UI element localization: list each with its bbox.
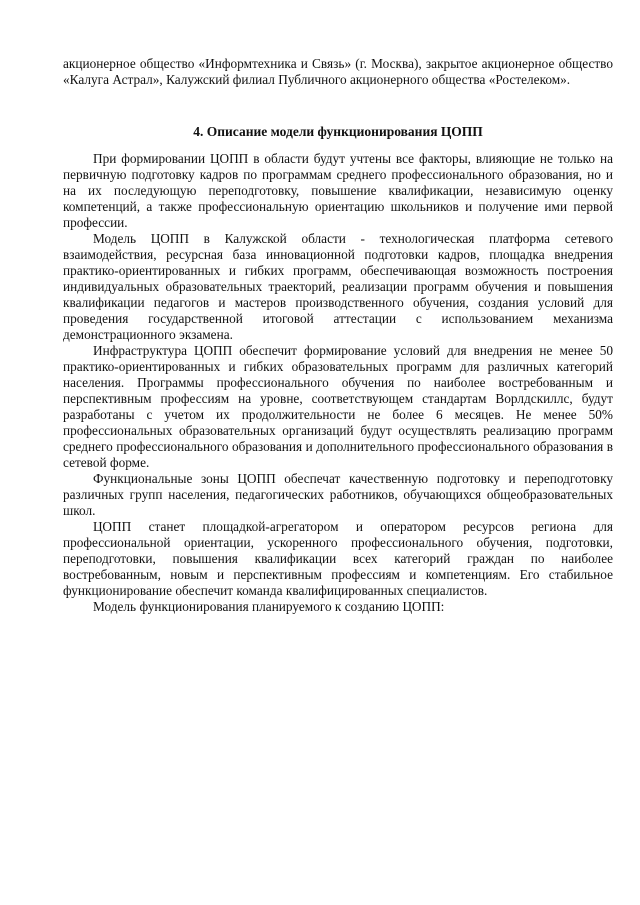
paragraph-model: Модель ЦОПП в Калужской области - технологическая платформа сетевого взаимодействия, ресурсная база инновационной подготовки кадров, площадка внедрения практико-ориентированных и гибких программ, обеспечивающая возможность построения индивидуальных образовательных траекторий, реализации программ обучения и повышения квалификации педагогов и мастеров производственного обучения, создания условий для проведения государственной итоговой аттестации с использованием механизма демонстрационного экзамена. (63, 231, 613, 342)
intro-text-block (63, 56, 613, 88)
paragraph-factors: При формировании ЦОПП в области будут учтены все факторы, влияющие не только на первичную подготовку кадров по программам среднего профессионального образования, но и на их последующую переподготовку, повышение квалификации, независимую оценку компетенций, а также профессиональную ориентацию школьников и получение ими первой профессии. (63, 151, 613, 230)
paragraph-aggregator: ЦОПП станет площадкой-агрегатором и оператором ресурсов региона для профессиональной ориентации, ускоренного профессионального обучения, подготовки, переподготовки, повышения квалификации всех категорий граждан по наиболее востребованным, новым и перспективным профессиям и компетенциям. Его стабильное функционирование обеспечит команда квалифицированных специалистов. (63, 519, 613, 598)
intro-paragraph: акционерное общество «Информтехника и Связь» (г. Москва), закрытое акционерное общество «Калуга Астрал», Калужский филиал Публичного акционерного общества «Ростелеком». (63, 56, 613, 87)
paragraph-functional-zones: Функциональные зоны ЦОПП обеспечат качественную подготовку и переподготовку различных групп населения, педагогических работников, обучающихся общеобразовательных школ. (63, 471, 613, 518)
paragraph-infrastructure: Инфраструктура ЦОПП обеспечит формирование условий для внедрения не менее 50 практико-ориентированных и гибких образовательных программ для различных категорий населения. Программы профессионального обучения по наиболее востребованным и перспективным профессиям на уровне, соответствующем стандартам Ворлдскиллс, будут разработаны с учетом их продолжительности не более 6 месяцев. Не менее 50% профессиональных образовательных организаций будут осуществлять реализацию программ среднего профессионального образования и дополнительного профессионального образования в сетевой форме. (63, 343, 613, 470)
paragraph-model-intro: Модель функционирования планируемого к созданию ЦОПП: (93, 599, 445, 614)
section-body (63, 151, 613, 615)
section-heading: 4. Описание модели функционирования ЦОПП (193, 124, 483, 139)
